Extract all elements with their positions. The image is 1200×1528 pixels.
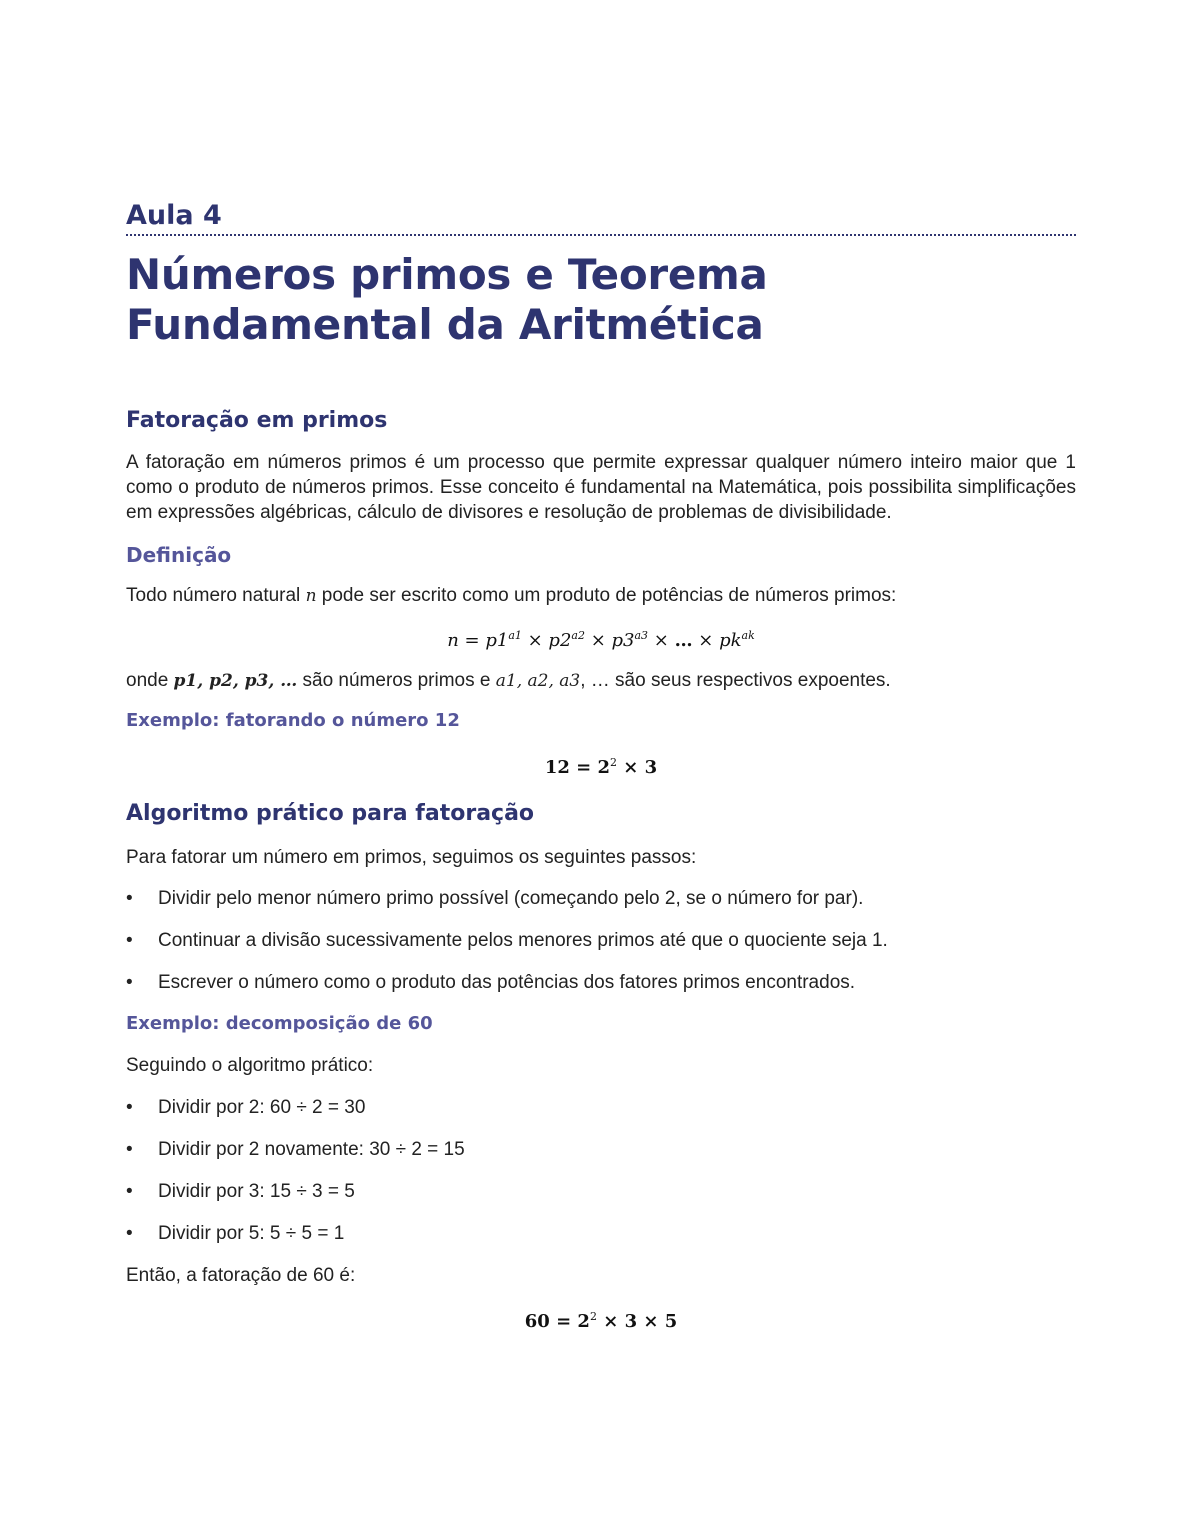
division-step: Dividir por 2: 60 ÷ 2 = 30 <box>158 1097 366 1118</box>
list-item <box>126 928 1076 953</box>
section-heading-algoritmo: Algoritmo prático para fatoração <box>126 801 535 826</box>
division-step: Dividir por 3: 15 ÷ 3 = 5 <box>158 1181 355 1202</box>
division-step: Dividir por 2 novamente: 30 ÷ 2 = 15 <box>158 1139 465 1160</box>
page-title <box>126 250 1076 350</box>
step-text: Dividir pelo menor número primo possível (começando pelo 2, se o número for par). <box>158 888 864 909</box>
example-60-heading: Exemplo: decomposição de 60 <box>126 1013 433 1034</box>
bullet-icon: • <box>126 930 133 951</box>
where-text-mid: são números primos e <box>297 670 496 691</box>
definition-variable: n <box>305 586 317 606</box>
intro-paragraph: A fatoração em números primos é um processo que permite expressar qualquer número inteiro maior que 1 como o produto de números primos. Esse conceito é fundamental na Matemática, pois possibilita simplificações em expressões algébricas, cálculo de divisores e resolução de problemas de divisibilidade. <box>126 452 1076 523</box>
example-60-intro: Seguindo o algoritmo prático: <box>126 1055 374 1076</box>
formula-lhs: n = <box>447 630 486 651</box>
formula-times-2: × <box>584 630 612 651</box>
bullet-icon: • <box>126 1139 133 1160</box>
example-12-rhs: × 3 <box>617 757 658 778</box>
formula-a1: a1 <box>508 629 522 642</box>
example-12-exponent: 2 <box>610 756 618 769</box>
where-paragraph <box>126 668 1076 694</box>
formula-p2: p2 <box>548 630 572 651</box>
list-item <box>126 970 1076 995</box>
formula-pk: pk <box>719 630 742 651</box>
list-item <box>126 886 1076 911</box>
final-formula-lhs: 60 = 2 <box>524 1311 590 1332</box>
final-formula-rhs: × 3 × 5 <box>596 1311 678 1332</box>
definition-text-post: pode ser escrito como um produto de potências de números primos: <box>316 585 897 606</box>
bullet-icon: • <box>126 972 133 993</box>
algorithm-steps-list <box>126 886 1076 995</box>
formula-ellipsis: … <box>674 630 693 651</box>
section-heading-fatoracao: Fatoração em primos <box>126 408 388 433</box>
formula-p3: p3 <box>611 630 635 651</box>
example-12-lhs: 12 = 2 <box>544 757 611 778</box>
formula-times-4: × <box>692 630 720 651</box>
lesson-label: Aula 4 <box>126 200 222 231</box>
final-formula-exponent: 2 <box>589 1310 597 1323</box>
division-step: Dividir por 5: 5 ÷ 5 = 1 <box>158 1223 345 1244</box>
where-exponents: a1, a2, a3 <box>495 671 581 691</box>
formula-times-1: × <box>521 630 549 651</box>
example-12-heading: Exemplo: fatorando o número 12 <box>126 710 460 731</box>
example-12-formula <box>126 750 1076 781</box>
bullet-icon: • <box>126 1181 133 1202</box>
document-content <box>126 198 1076 1335</box>
dotted-divider <box>126 234 1076 236</box>
where-text-post: , … são seus respectivos expoentes. <box>580 670 891 691</box>
title-line-2: Fundamental da Aritmética <box>126 300 764 349</box>
bullet-icon: • <box>126 1097 133 1118</box>
definition-text-pre: Todo número natural <box>126 585 306 606</box>
example-60-steps-list <box>126 1095 1076 1246</box>
list-item <box>126 1221 1076 1246</box>
final-formula <box>126 1304 1076 1335</box>
conclusion-text: Então, a fatoração de 60 é: <box>126 1265 356 1286</box>
step-text: Continuar a divisão sucessivamente pelos menores primos até que o quociente seja 1. <box>158 930 888 951</box>
formula-ak: ak <box>741 629 755 642</box>
formula-times-3: × <box>648 630 675 651</box>
list-item <box>126 1179 1076 1204</box>
step-text: Escrever o número como o produto das potências dos fatores primos encontrados. <box>158 972 856 993</box>
formula-a3: a3 <box>634 629 649 642</box>
list-item <box>126 1095 1076 1120</box>
formula-p1: p1 <box>485 630 509 651</box>
bullet-icon: • <box>126 888 133 909</box>
title-line-1: Números primos e Teorema <box>126 250 768 299</box>
algorithm-intro: Para fatorar um número em primos, seguimos os seguintes passos: <box>126 847 697 868</box>
where-text-pre: onde <box>126 670 174 691</box>
definition-heading: Definição <box>126 543 232 567</box>
general-factorization-formula <box>126 623 1076 654</box>
where-primes: p1, p2, p3, … <box>173 671 298 691</box>
bullet-icon: • <box>126 1223 133 1244</box>
definition-paragraph <box>126 583 1076 609</box>
formula-a2: a2 <box>571 629 585 642</box>
list-item <box>126 1137 1076 1162</box>
